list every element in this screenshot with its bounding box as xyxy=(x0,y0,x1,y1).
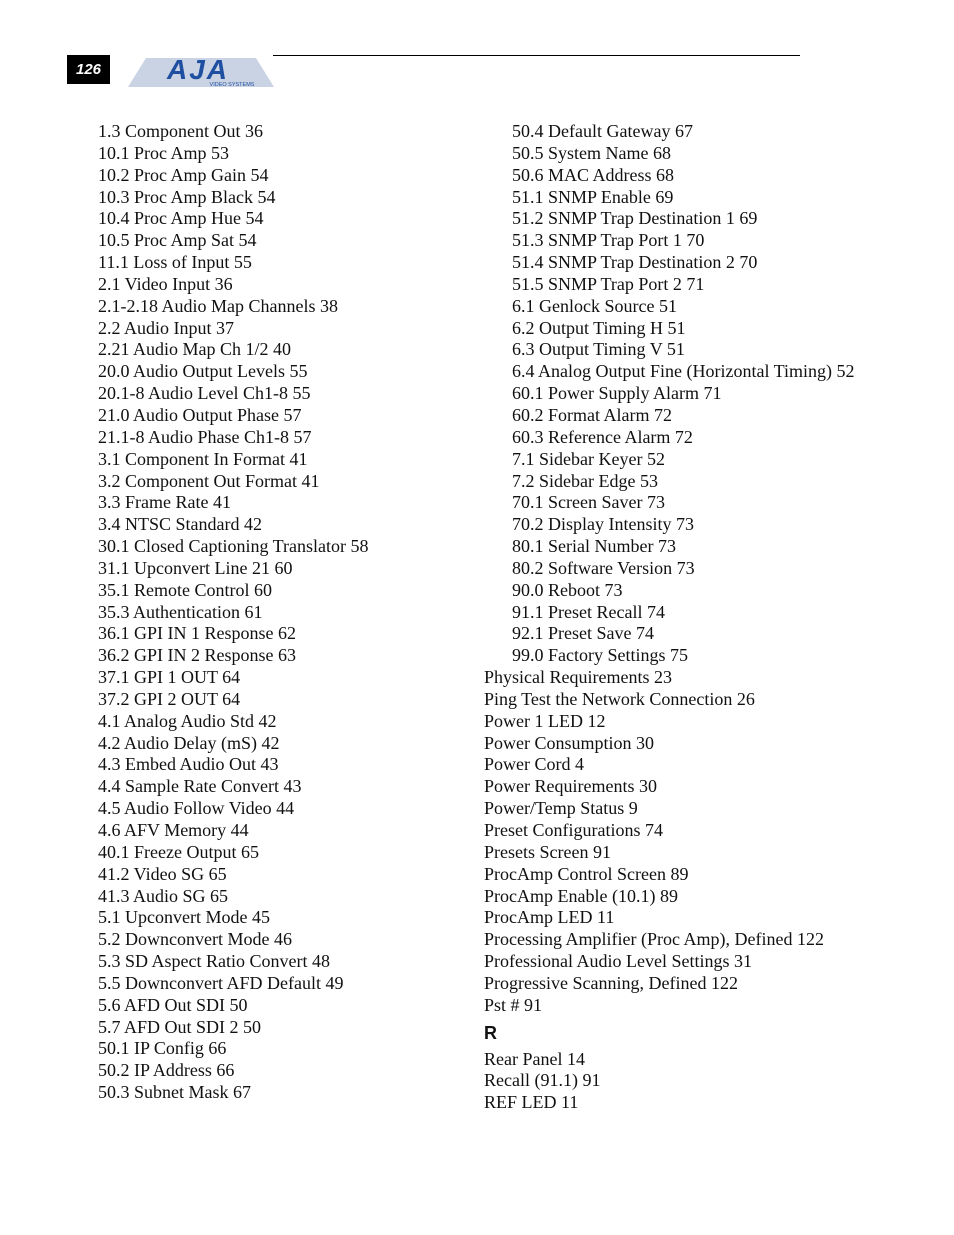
index-entry: 90.0 Reboot 73 xyxy=(512,579,623,600)
index-entry: 2.1-2.18 Audio Map Channels 38 xyxy=(98,295,338,316)
index-entry: 41.3 Audio SG 65 xyxy=(98,885,229,906)
index-entry: 51.5 SNMP Trap Port 2 71 xyxy=(512,273,705,294)
index-entry: Power Consumption 30 xyxy=(484,732,655,753)
index-entry: 3.2 Component Out Format 41 xyxy=(98,470,320,491)
index-entry: 70.1 Screen Saver 73 xyxy=(512,492,665,513)
index-entry: 5.3 SD Aspect Ratio Convert 48 xyxy=(98,951,330,972)
index-entry: 7.1 Sidebar Keyer 52 xyxy=(512,448,665,469)
index-entry: 35.1 Remote Control 60 xyxy=(98,579,272,600)
index-entry: Power Requirements 30 xyxy=(484,776,657,797)
index-entry: 6.3 Output Timing V 51 xyxy=(512,339,685,360)
index-entry: 10.5 Proc Amp Sat 54 xyxy=(98,230,257,251)
index-entry: Power Cord 4 xyxy=(484,754,584,775)
index-entry: 50.6 MAC Address 68 xyxy=(512,164,675,185)
index-entry: Ping Test the Network Connection 26 xyxy=(484,688,755,709)
index-entry: 4.2 Audio Delay (mS) 42 xyxy=(98,732,280,753)
index-entry: 50.1 IP Config 66 xyxy=(98,1038,227,1059)
index-entry: 31.1 Upconvert Line 21 60 xyxy=(98,557,293,578)
index-entry: Power 1 LED 12 xyxy=(484,710,606,731)
index-entry: 2.2 Audio Input 37 xyxy=(98,317,235,338)
right-sub-entries xyxy=(484,121,855,667)
index-entry: 37.2 GPI 2 OUT 64 xyxy=(98,688,241,709)
index-entry: 2.1 Video Input 36 xyxy=(98,273,233,294)
index-entry: 2.21 Audio Map Ch 1/2 40 xyxy=(98,339,292,360)
index-column-left xyxy=(98,121,369,1104)
index-entry: 4.3 Embed Audio Out 43 xyxy=(98,754,279,775)
index-entry: 3.3 Frame Rate 41 xyxy=(98,492,231,513)
index-entry: 60.2 Format Alarm 72 xyxy=(512,404,672,425)
aja-logo xyxy=(128,52,274,90)
index-entry: 60.1 Power Supply Alarm 71 xyxy=(512,383,722,404)
right-r-entries xyxy=(484,1049,855,1115)
index-entry: Progressive Scanning, Defined 122 xyxy=(484,972,738,993)
index-entry: 50.5 System Name 68 xyxy=(512,142,671,163)
index-entry: 91.1 Preset Recall 74 xyxy=(512,601,665,622)
index-entry: 51.3 SNMP Trap Port 1 70 xyxy=(512,230,705,251)
index-entry: ProcAmp Enable (10.1) 89 xyxy=(484,885,678,906)
index-entry: 36.1 GPI IN 1 Response 62 xyxy=(98,623,296,644)
logo-wordmark: AJA xyxy=(166,54,230,85)
index-entry: Rear Panel 14 xyxy=(484,1048,585,1069)
index-entry: 80.1 Serial Number 73 xyxy=(512,536,676,557)
index-entry: 4.6 AFV Memory 44 xyxy=(98,820,249,840)
index-entry: 30.1 Closed Captioning Translator 58 xyxy=(98,536,369,557)
index-entry: 6.1 Genlock Source 51 xyxy=(512,295,677,316)
index-entry: ProcAmp Control Screen 89 xyxy=(484,863,689,884)
index-entry: 5.1 Upconvert Mode 45 xyxy=(98,907,270,928)
index-entry: 37.1 GPI 1 OUT 64 xyxy=(98,667,241,688)
index-entry: 3.1 Component In Format 41 xyxy=(98,448,308,469)
section-letter-r: R xyxy=(484,1022,497,1043)
index-entry: 5.5 Downconvert AFD Default 49 xyxy=(98,972,344,993)
index-entry: Pst # 91 xyxy=(484,994,543,1015)
header-rule xyxy=(273,55,800,56)
index-entry: Physical Requirements 23 xyxy=(484,667,672,688)
index-entry: 20.1-8 Audio Level Ch1-8 55 xyxy=(98,383,311,404)
index-entry: 92.1 Preset Save 74 xyxy=(512,623,654,644)
index-entry: 50.3 Subnet Mask 67 xyxy=(98,1082,251,1103)
right-p-entries xyxy=(484,667,855,1017)
index-entry: Processing Amplifier (Proc Amp), Defined 122 xyxy=(484,929,824,950)
index-entry: 80.2 Software Version 73 xyxy=(512,557,695,578)
index-entry: 51.4 SNMP Trap Destination 2 70 xyxy=(512,252,758,273)
index-entry: 10.1 Proc Amp 53 xyxy=(98,142,230,163)
index-entry: 60.3 Reference Alarm 72 xyxy=(512,426,693,447)
index-entry: Professional Audio Level Settings 31 xyxy=(484,951,752,972)
index-entry: 4.1 Analog Audio Std 42 xyxy=(98,710,277,731)
index-entry: 21.0 Audio Output Phase 57 xyxy=(98,404,302,425)
index-entry: 3.4 NTSC Standard 42 xyxy=(98,514,262,535)
index-entry: 50.2 IP Address 66 xyxy=(98,1060,235,1081)
index-entry: 1.3 Component Out 36 xyxy=(98,121,263,141)
index-entry: Recall (91.1) 91 xyxy=(484,1070,601,1091)
index-entry: 4.5 Audio Follow Video 44 xyxy=(98,798,295,819)
page-number-badge: 126 xyxy=(67,55,110,84)
index-entry: 11.1 Loss of Input 55 xyxy=(98,252,252,273)
index-entry: 21.1-8 Audio Phase Ch1-8 57 xyxy=(98,426,312,447)
index-entry: 40.1 Freeze Output 65 xyxy=(98,841,259,862)
index-entry: ProcAmp LED 11 xyxy=(484,907,615,928)
index-entry: 5.6 AFD Out SDI 50 xyxy=(98,994,248,1015)
index-entry: 41.2 Video SG 65 xyxy=(98,863,227,884)
index-entry: Presets Screen 91 xyxy=(484,841,611,862)
index-entry: 99.0 Factory Settings 75 xyxy=(512,645,688,666)
index-entry: REF LED 11 xyxy=(484,1092,579,1113)
logo-subtext: VIDEO SYSTEMS xyxy=(209,82,255,88)
index-entry: 10.2 Proc Amp Gain 54 xyxy=(98,164,269,185)
index-entry: 10.3 Proc Amp Black 54 xyxy=(98,186,276,207)
index-entry: 5.7 AFD Out SDI 2 50 xyxy=(98,1016,262,1037)
index-entry: 70.2 Display Intensity 73 xyxy=(512,514,694,535)
index-entry: 7.2 Sidebar Edge 53 xyxy=(512,470,658,491)
index-entry: 10.4 Proc Amp Hue 54 xyxy=(98,208,264,229)
index-entry: 36.2 GPI IN 2 Response 63 xyxy=(98,645,296,666)
index-entry: Power/Temp Status 9 xyxy=(484,798,638,819)
index-entry: Preset Configurations 74 xyxy=(484,820,663,840)
index-entry: 6.2 Output Timing H 51 xyxy=(512,317,686,338)
index-entry: 35.3 Authentication 61 xyxy=(98,601,263,622)
index-entry: 4.4 Sample Rate Convert 43 xyxy=(98,776,302,797)
index-entry: 50.4 Default Gateway 67 xyxy=(512,121,693,141)
index-entry: 5.2 Downconvert Mode 46 xyxy=(98,929,292,950)
index-entry: 6.4 Analog Output Fine (Horizontal Timing) 52 xyxy=(512,361,855,382)
index-entry: 51.1 SNMP Enable 69 xyxy=(512,186,674,207)
index-column-right xyxy=(484,121,855,1114)
index-entry: 20.0 Audio Output Levels 55 xyxy=(98,361,308,382)
index-entry: 51.2 SNMP Trap Destination 1 69 xyxy=(512,208,758,229)
